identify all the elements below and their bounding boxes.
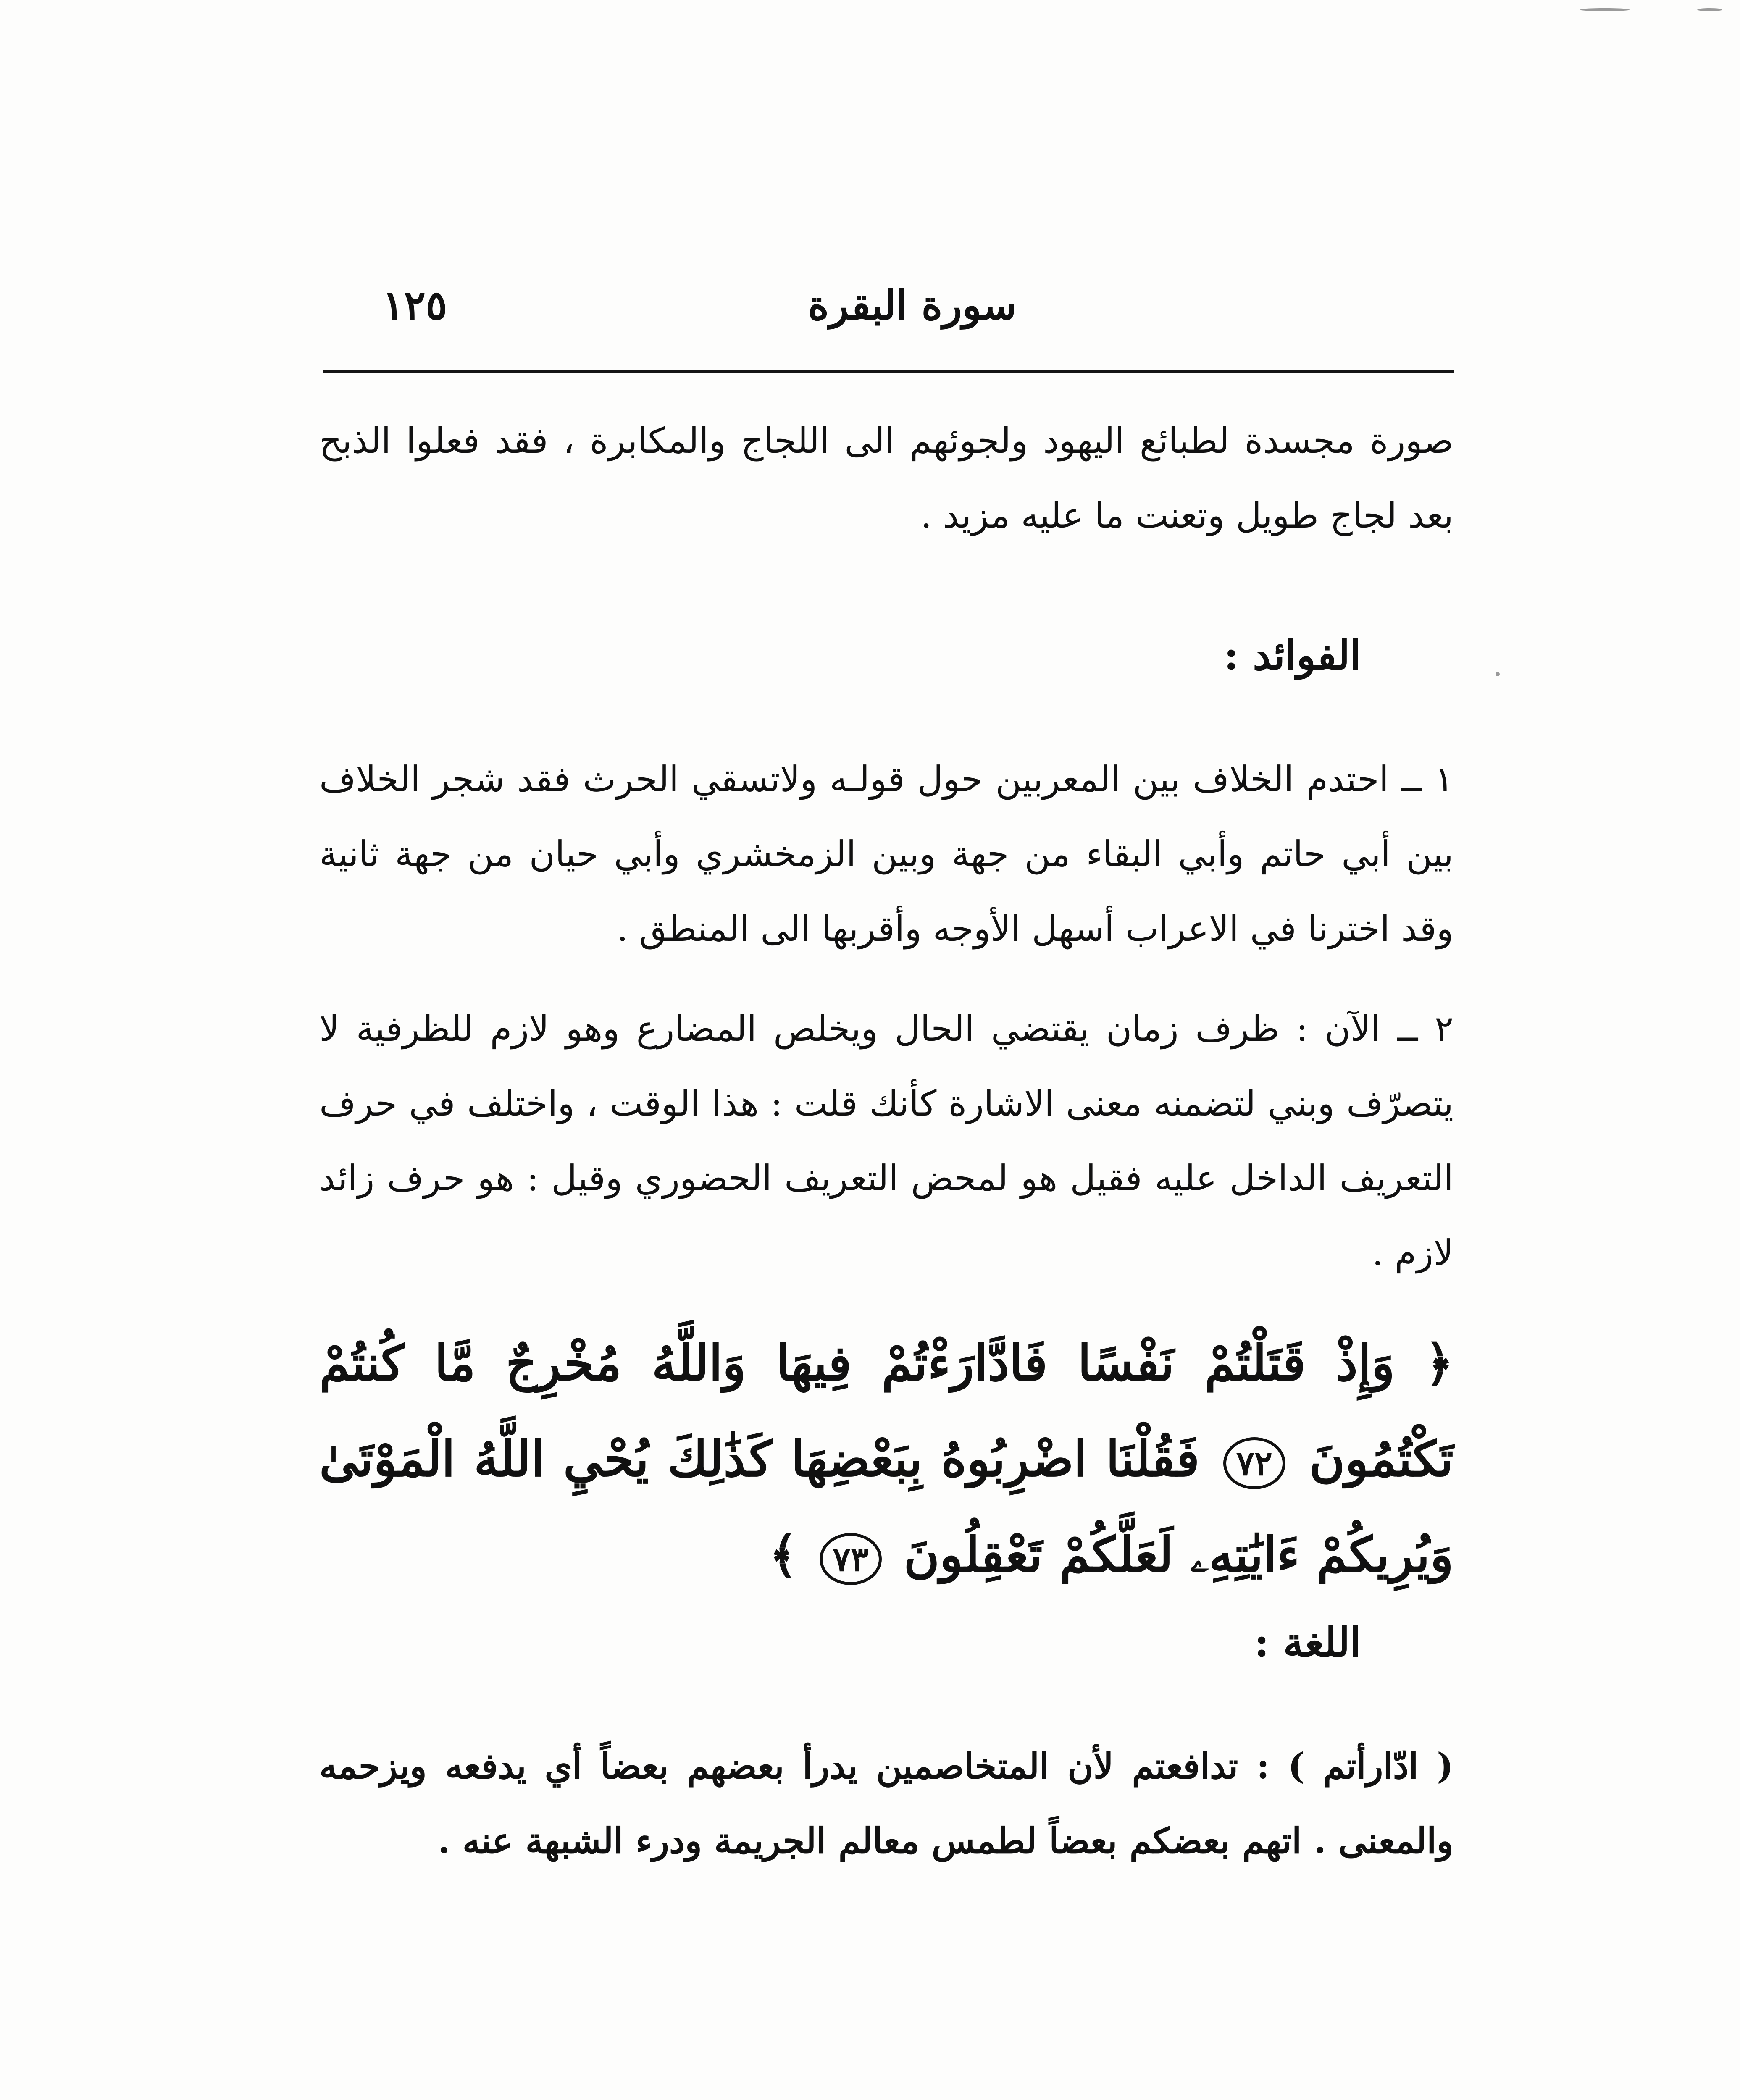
- page-number: ١٢٥: [382, 281, 447, 329]
- ayah-number-marker: ٧٢: [1223, 1437, 1285, 1489]
- spacer: [319, 553, 1454, 616]
- scan-speck: [1580, 8, 1630, 11]
- scan-speck: [1496, 672, 1500, 676]
- intro-paragraph: صورة مجسدة لطبائع اليهود ولجوئهم الى اللجاج والمكابرة ، فقد فعلوا الذبح بعد لجاج طويل وتعنت ما عليه مزيد .: [319, 420, 1454, 536]
- spacer: [319, 1683, 1454, 1729]
- spacer: [319, 1290, 1454, 1315]
- ayah-number-marker: ٧٣: [820, 1533, 882, 1585]
- benefit-item-1: ١ ــ احتدم الخلاف بين المعربين حول قولـه ولاتسقي الحرث فقد شجر الخلاف بين أبي حاتم وأبي البقاء من جهة وبين الزمخشري وأبي حيان من جهة ثانية وقد اخترنا في الاعراب أسهل الأوجه وأقربها الى المنطق .: [319, 759, 1454, 949]
- benefit-item-2: ٢ ــ الآن : ظرف زمان يقتضي الحال ويخلص المضارع وهو لازم للظرفية لا يتصرّف وبني لتضمنه معنى الاشارة كأنك قلت : هذا الوقت ، واختلف في حرف التعريف الداخل عليه فقيل هو لمحض التعريف الحضوري وقيل : هو حرف زائد لازم .: [319, 1008, 1454, 1273]
- spacer: [319, 696, 1454, 742]
- verse-part-1: وَإِذْ قَتَلْتُمْ نَفْسًا فَادَّارَءْتُمْ فِيهَا وَاللَّهُ مُخْرِجٌ مَّا كُنتُمْ تَكْتُمُونَ: [319, 1335, 1454, 1488]
- verse-part-2: فَقُلْنَا اضْرِبُوهُ بِبَعْضِهَا كَذَٰلِكَ يُحْيِ اللَّهُ الْمَوْتَىٰ وَيُرِيكُمْ ءَايَٰتِهِۦ لَعَلَّكُمْ تَعْقِلُونَ: [319, 1431, 1454, 1583]
- page-header: [323, 269, 1454, 336]
- quran-verse: [319, 1315, 1454, 1603]
- verse-open-bracket: ﴿: [1425, 1335, 1454, 1392]
- language-heading: اللغة :: [1254, 1619, 1361, 1666]
- spacer: [319, 966, 1454, 991]
- scan-speck: [1697, 8, 1722, 11]
- header-divider: [323, 370, 1454, 373]
- defined-term: ( ادّارأتم ): [1288, 1745, 1454, 1787]
- page-body: [319, 403, 1454, 1878]
- definition-text: : تدافعتم لأن المتخاصمين يدرأ بعضهم بعضاً أي يدفعه ويزحمه والمعنى . اتهم بعضكم بعضاً لطمس معالم الجريمة ودرء الشبهة عنه .: [319, 1745, 1454, 1861]
- benefits-heading: الفوائد :: [1224, 632, 1361, 679]
- verse-close-bracket: ﴾: [769, 1526, 798, 1583]
- running-title: سورة البقرة: [808, 281, 1017, 329]
- language-definition: [319, 1729, 1454, 1878]
